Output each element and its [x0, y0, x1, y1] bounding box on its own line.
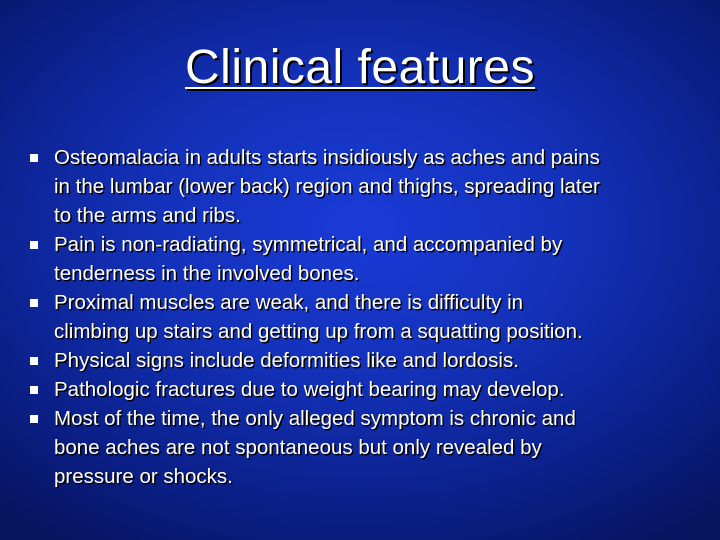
square-bullet-icon: [30, 375, 54, 404]
bullet-text: Pain is non-radiating, symmetrical, and accompanied by tenderness in the involved bones.: [54, 233, 563, 285]
list-item: [30, 230, 710, 288]
square-bullet-icon: [30, 346, 54, 375]
square-bullet-icon: [30, 230, 54, 259]
square-bullet-icon: [30, 143, 54, 172]
bullet-text: Proximal muscles are weak, and there is difficulty in climbing up stairs and getting up from a squatting position.: [54, 291, 583, 343]
list-item: [30, 346, 710, 375]
list-item: [30, 288, 710, 346]
list-item: [30, 375, 710, 404]
bullet-text: Physical signs include deformities like and lordosis.: [54, 349, 519, 372]
bullet-list: [30, 143, 710, 491]
square-bullet-icon: [30, 404, 54, 433]
bullet-text: Pathologic fractures due to weight bearing may develop.: [54, 378, 565, 401]
list-item: [30, 143, 710, 230]
slide-title: Clinical features: [185, 41, 535, 94]
square-bullet-icon: [30, 288, 54, 317]
bullet-text: Osteomalacia in adults starts insidiously as aches and pains in the lumbar (lower back) region and thighs, spreading later to the arms and ribs.: [54, 146, 600, 227]
list-item: [30, 404, 710, 491]
bullet-text: Most of the time, the only alleged symptom is chronic and bone aches are not spontaneous but only revealed by pressure or shocks.: [54, 407, 576, 488]
